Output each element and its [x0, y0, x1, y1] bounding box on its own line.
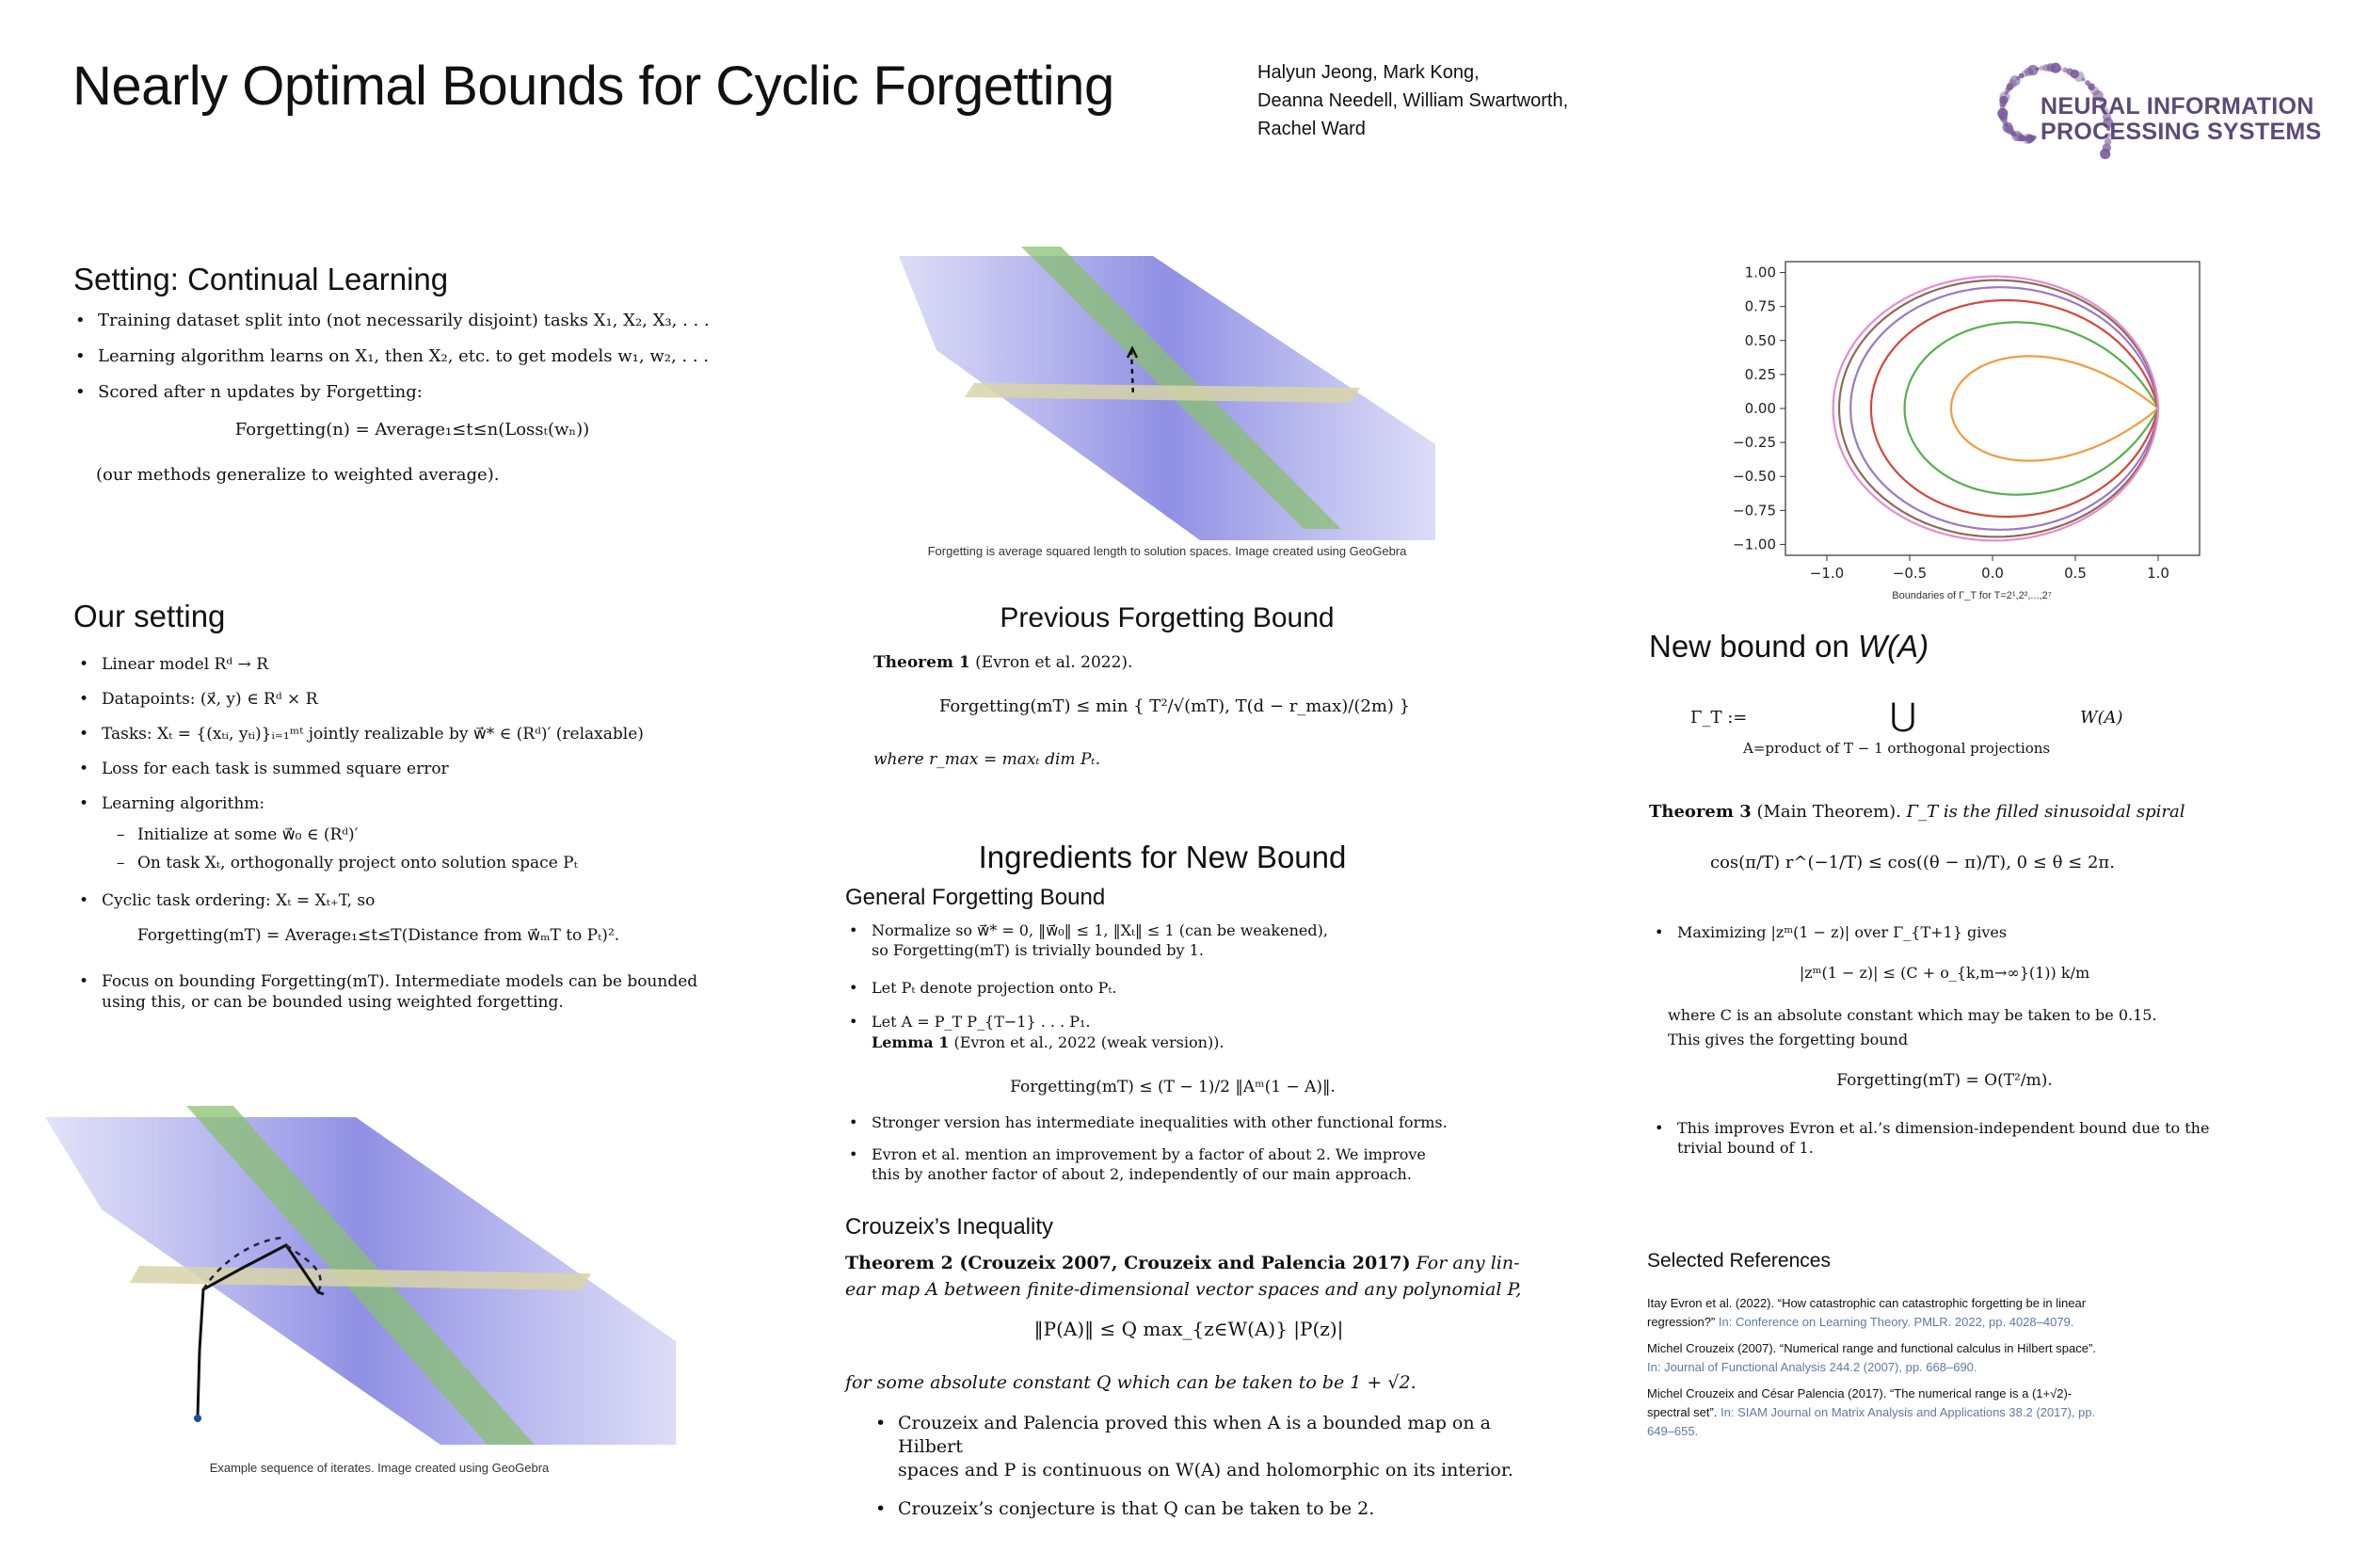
improve-line: trivial bound of 1. — [1677, 1139, 1814, 1157]
list-item: • Let Pₜ denote projection onto Pₜ. — [847, 971, 1468, 1005]
reference-main: Michel Crouzeix (2007). “Numerical range and functional calculus in Hilbert space”. — [1647, 1341, 2096, 1355]
list-item: • Learning algorithm: — [77, 787, 755, 822]
improve-line: this by another factor of about 2, independently of our main approach. — [872, 1165, 1412, 1183]
setting-list — [73, 303, 751, 410]
plot-frame — [1785, 262, 2200, 555]
theorem-label: Theorem 3 — [1649, 802, 1752, 822]
y-tick-label: 0.50 — [1744, 331, 1776, 349]
normalize-line: so Forgetting(mT) is trivially bounded by 1. — [872, 941, 1204, 959]
bottom-figure-caption: Example sequence of iterates. Image created using GeoGebra — [209, 1461, 550, 1475]
theorem-cite: (Main Theorem). — [1756, 802, 1901, 822]
max-equation: |zᵐ(1 − z)| ≤ (C + o_{k,m→∞}(1)) k/m — [1799, 964, 2090, 982]
spiral-equation: cos(π/T) r^(−1/T) ≤ cos((θ − π)/T), 0 ≤ θ ≤ 2π. — [1710, 853, 2115, 872]
projection-list — [847, 971, 1468, 1039]
reference-item — [1647, 1384, 2099, 1441]
focus-line: using this, or can be bounded using weighted forgetting. — [102, 993, 564, 1012]
list-item — [847, 920, 1468, 960]
y-tick-label: 0.00 — [1744, 400, 1776, 417]
lemma-label: Lemma 1 — [872, 1033, 950, 1051]
forgetting-equation: Forgetting(n) = Average₁≤t≤n(Lossₜ(wₙ)) — [234, 420, 590, 440]
reference-item — [1647, 1339, 2099, 1377]
hilbert-line: spaces and P is continuous on W(A) and holomorphic on its interior. — [898, 1460, 1513, 1480]
logo-dot — [2036, 67, 2040, 71]
constant-line: where C is an absolute constant which may be taken to be 0.15. — [1668, 1006, 2157, 1024]
list-item: – Initialize at some w⃗₀ ∈ (Rᵈ)′ — [77, 821, 755, 849]
list-item — [873, 1412, 1532, 1482]
x-tick-label: −1.0 — [1809, 565, 1845, 582]
algorithm-sublist — [77, 821, 755, 877]
crouzeix-constant: for some absolute constant Q which can be taken to be 1 + √2. — [845, 1372, 1417, 1393]
improve-list — [1653, 1118, 2274, 1158]
list-item: • Maximizing |zᵐ(1 − z)| over Γ_{T+1} gives — [1653, 922, 2255, 943]
iterate-point — [194, 1415, 201, 1422]
theorem-cite: (Evron et al. 2022). — [975, 653, 1133, 672]
heading-prefix: New bound on — [1649, 629, 1858, 664]
crouzeix-heading: Crouzeix’s Inequality — [845, 1214, 1054, 1240]
reference-venue: In: Journal of Functional Analysis 244.2 (2007), pp. 668–690. — [1647, 1360, 1977, 1374]
general-bound-list — [847, 920, 1468, 960]
reference-venue: In: Conference on Learning Theory. PMLR. 2022, pp. 4028–4079. — [1718, 1315, 2074, 1329]
heading-wa: W(A) — [1858, 629, 1929, 664]
maximizing-list — [1653, 922, 2255, 943]
union-symbol: ⋃ — [1890, 696, 1916, 734]
y-tick-label: −0.25 — [1733, 434, 1776, 452]
list-item: • Scored after n updates by Forgetting: — [73, 375, 751, 410]
y-tick-label: 0.75 — [1744, 297, 1776, 315]
theorem-3 — [1649, 802, 2185, 822]
list-item: • Let A = P_T P_{T−1} . . . P₁. — [847, 1005, 1468, 1039]
lemma-1 — [872, 1033, 1225, 1051]
gamma-subscript: A=product of T − 1 orthogonal projections — [1743, 740, 2051, 757]
list-item — [1653, 1118, 2274, 1158]
list-item: • Datapoints: (x⃗, y) ∈ Rᵈ × R — [77, 682, 755, 717]
y-tick-label: 0.25 — [1744, 365, 1776, 383]
logo-dot — [2100, 149, 2110, 159]
ingredients-heading: Ingredients for New Bound — [978, 840, 1347, 874]
cyclic-equation: Forgetting(mT) = Average₁≤t≤T(Distance from w⃗ₘT to Pₜ)². — [136, 926, 620, 945]
list-item: • Loss for each task is summed square error — [77, 752, 755, 787]
list-item: • Crouzeix’s conjecture is that Q can be taken to be 2. — [873, 1497, 1532, 1521]
setting-note: (our methods generalize to weighted average). — [96, 465, 500, 485]
theorem-text: Γ_T is the filled sinusoidal spiral — [1906, 802, 2185, 822]
bound-equation: Forgetting(mT) = O(T²/m). — [1836, 1071, 2053, 1090]
our-setting-list — [77, 648, 755, 822]
y-tick-label: 1.00 — [1744, 264, 1776, 281]
lemma-equation: Forgetting(mT) ≤ (T − 1)/2 ‖Aᵐ(1 − A)‖. — [1010, 1078, 1336, 1096]
list-item: • Training dataset split into (not necessarily disjoint) tasks X₁, X₂, X₃, . . . — [73, 303, 751, 339]
setting-heading: Setting: Continual Learning — [73, 262, 449, 296]
y-tick-label: −0.75 — [1733, 502, 1776, 520]
y-tick-label: −1.00 — [1733, 536, 1776, 553]
top-figure-caption: Forgetting is average squared length to solution spaces. Image created using GeoGebra — [927, 544, 1407, 558]
author-line: Halyun Jeong, Mark Kong, — [1257, 62, 1480, 83]
list-item — [77, 971, 755, 1013]
logo-text — [2041, 94, 2322, 145]
list-item: • Linear model Rᵈ → R — [77, 648, 755, 682]
theorem-text: For any lin- — [1416, 1253, 1520, 1273]
list-item: – On task Xₜ, orthogonally project onto solution space Pₜ — [77, 849, 755, 877]
theorem-2 — [845, 1250, 1532, 1303]
x-tick-label: −0.5 — [1892, 565, 1928, 582]
iterate-path — [198, 1351, 200, 1416]
stronger-list — [847, 1112, 1487, 1184]
references-heading: Selected References — [1647, 1250, 1831, 1272]
constant-note — [1668, 1003, 2157, 1052]
logo-dot — [2082, 78, 2086, 82]
iterates-figure — [45, 1106, 676, 1445]
author-line: Rachel Ward — [1257, 119, 1366, 139]
general-bound-heading: General Forgetting Bound — [845, 885, 1106, 910]
list-item: • Cyclic task ordering: Xₜ = Xₜ₊T, so — [77, 887, 755, 915]
lemma-cite: (Evron et al., 2022 (weak version)). — [953, 1033, 1225, 1051]
gamma-boundary-chart — [1727, 254, 2217, 584]
crouzeix-list — [873, 1412, 1532, 1521]
gamma-rhs: W(A) — [2080, 708, 2123, 728]
authors — [1257, 58, 1568, 143]
list-item: • Learning algorithm learns on X₁, then X₂, etc. to get models w₁, w₂, . . . — [73, 339, 751, 375]
forgetting-figure — [899, 247, 1435, 540]
our-setting-heading: Our setting — [73, 599, 226, 633]
poster-title: Nearly Optimal Bounds for Cyclic Forgetting — [72, 56, 1114, 117]
theorem-1-where: where r_max = maxₜ dim Pₜ. — [873, 750, 1100, 769]
reference-main: Michel Crouzeix and César Palencia (2017). “The numerical range is a (1+√2)-spectral set”. — [1647, 1386, 2073, 1419]
reference-main: Itay Evron et al. (2022). “How catastrophic can catastrophic forgetting be in linear regression?” — [1647, 1296, 2087, 1329]
theorem-label: Theorem 2 (Crouzeix 2007, Crouzeix and Palencia 2017) — [845, 1253, 1411, 1273]
theorem-label: Theorem 1 — [873, 653, 970, 672]
previous-bound-heading: Previous Forgetting Bound — [1000, 602, 1335, 633]
gamma-lhs: Γ_T := — [1690, 708, 1748, 728]
hilbert-line: Crouzeix and Palencia proved this when A is a bounded map on a Hilbert — [898, 1413, 1491, 1457]
logo-dot — [2058, 67, 2062, 71]
chart-caption: Boundaries of Γ_T for T=2¹,2²,...,2⁷ — [1892, 590, 2052, 601]
list-item: • Tasks: Xₜ = {(xₜᵢ, yₜᵢ)}ᵢ₌₁ᵐᵗ jointly realizable by w⃗* ∈ (Rᵈ)′ (relaxable) — [77, 717, 755, 752]
theorem-1 — [873, 653, 1132, 672]
reference-venue: In: SIAM Journal on Matrix Analysis and Applications 38.2 (2017), pp. 649–655. — [1647, 1405, 2096, 1438]
cyclic-list — [77, 887, 755, 915]
x-tick-label: 1.0 — [2147, 565, 2169, 582]
list-item: • Stronger version has intermediate inequalities with other functional forms. — [847, 1112, 1487, 1132]
x-tick-label: 0.5 — [2064, 565, 2087, 582]
reference-item — [1647, 1294, 2099, 1332]
logo-line: PROCESSING SYSTEMS — [2041, 119, 2322, 145]
normalize-line: Normalize so w⃗* = 0, ‖w⃗₀‖ ≤ 1, ‖Xₜ‖ ≤ 1 (can be weakened), — [872, 921, 1328, 939]
theorem-1-equation: Forgetting(mT) ≤ min { T²/√(mT), T(d − r_max)/(2m) } — [938, 696, 1411, 716]
author-line: Deanna Needell, William Swartworth, — [1257, 90, 1569, 111]
improve-line: This improves Evron et al.’s dimension-independent bound due to the — [1677, 1119, 2210, 1137]
focus-list — [77, 971, 755, 1013]
list-item — [847, 1144, 1487, 1184]
y-tick-label: −0.50 — [1733, 468, 1776, 486]
references-list — [1647, 1294, 2099, 1448]
logo-line: NEURAL INFORMATION — [2041, 93, 2314, 120]
focus-line: Focus on bounding Forgetting(mT). Intermediate models can be bounded — [102, 972, 698, 991]
crouzeix-equation: ‖P(A)‖ ≤ Q max_{z∈W(A)} |P(z)| — [1033, 1318, 1344, 1340]
improve-line: Evron et al. mention an improvement by a factor of about 2. We improve — [872, 1145, 1426, 1163]
theorem-text: ear map A between finite-dimensional vector spaces and any polynomial P, — [845, 1279, 1522, 1300]
new-bound-heading — [1649, 629, 1929, 664]
gives-line: This gives the forgetting bound — [1668, 1031, 1909, 1048]
x-tick-label: 0.0 — [1981, 565, 2004, 582]
